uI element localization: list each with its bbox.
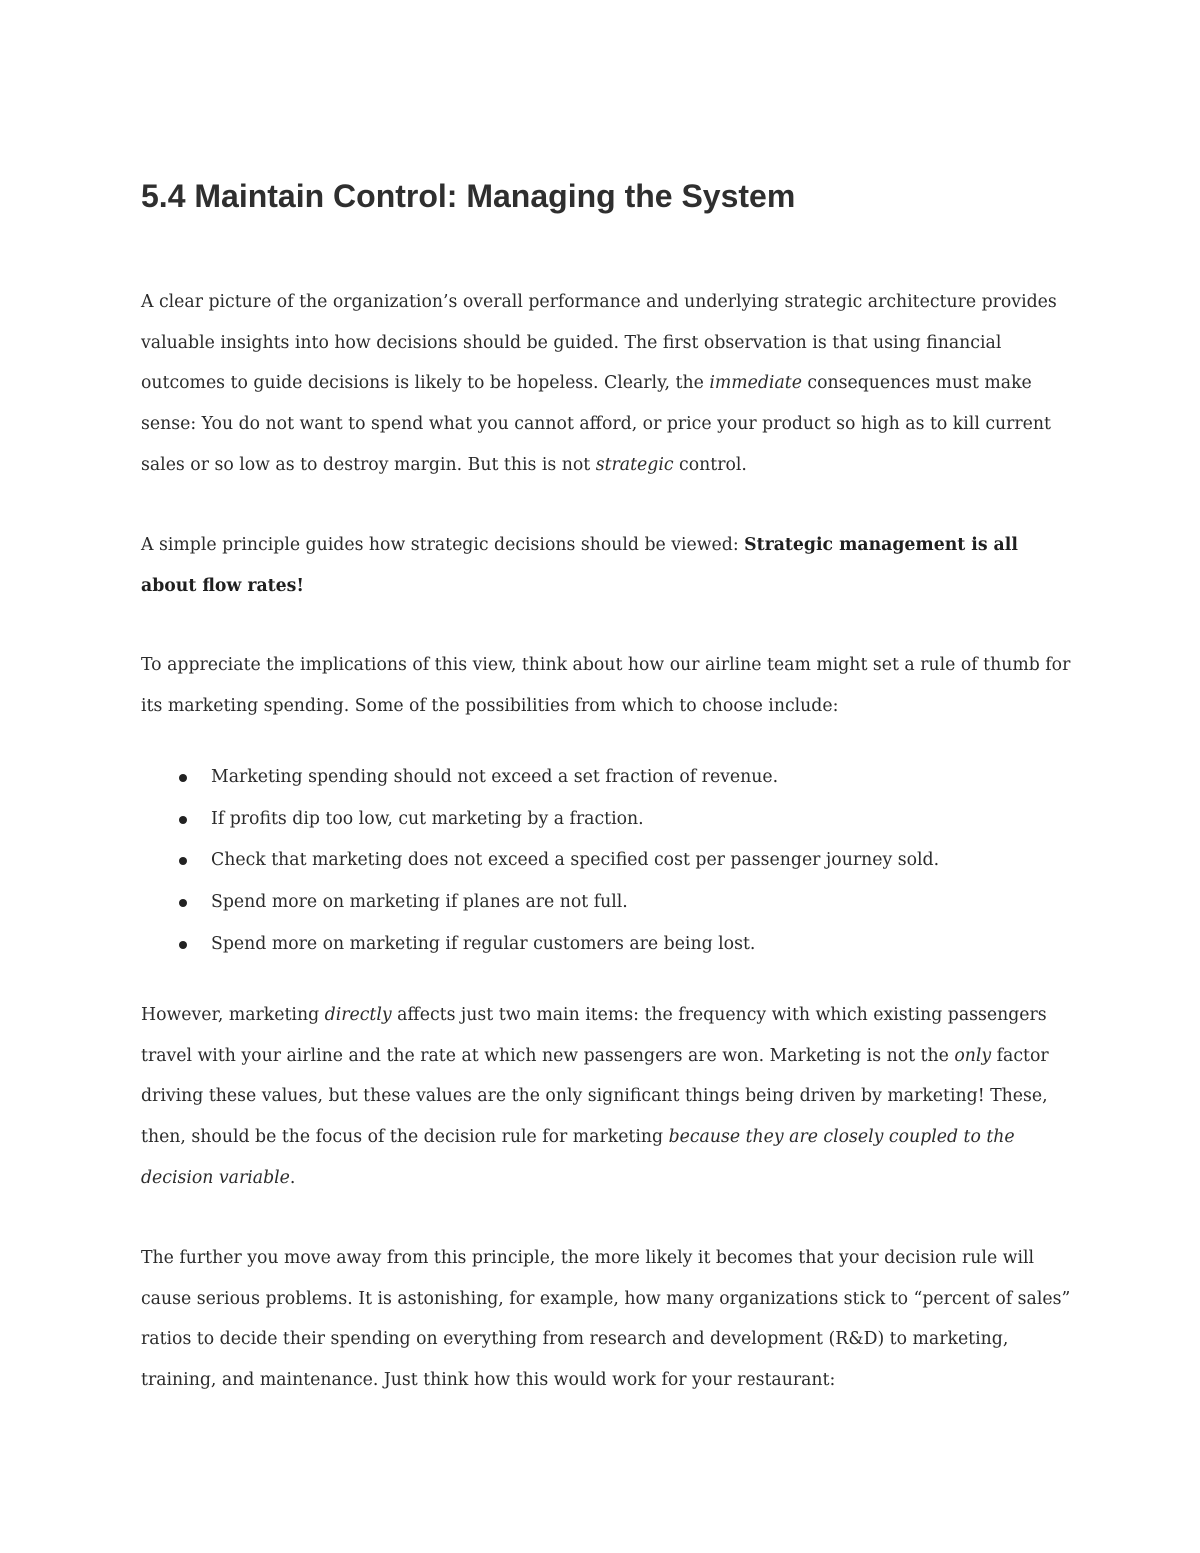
text-run: outcomes to guide decisions is likely to be hopeless. Clearly, the <box>141 373 710 394</box>
emphasis-immediate: immediate <box>709 373 802 394</box>
list-item <box>141 799 1061 841</box>
bullet-icon <box>179 816 187 824</box>
paragraph-overview <box>141 282 1061 486</box>
paragraph-further <box>141 1238 1071 1401</box>
emphasis-only: only <box>954 1045 992 1066</box>
list-item-text: Spend more on marketing if planes are not full. <box>211 892 628 913</box>
text-line: ratios to decide their spending on everything from research and development (R&D) to marketing, <box>141 1329 1009 1350</box>
text-run: affects just two main items: the frequency with which existing passengers <box>391 1005 1047 1025</box>
bullet-icon <box>179 899 187 907</box>
text-line <box>141 445 1061 486</box>
text-run: factor <box>991 1045 1049 1066</box>
text-line <box>141 363 1061 404</box>
text-run: control. <box>673 454 747 475</box>
list-item <box>141 882 1061 924</box>
list-item-text: Marketing spending should not exceed a set fraction of revenue. <box>211 767 779 787</box>
text-line: its marketing spending. Some of the possibilities from which to choose include: <box>141 695 839 716</box>
text-run: . <box>289 1167 296 1188</box>
section-heading: 5.4 Maintain Control: Managing the System <box>141 178 796 214</box>
text-line: To appreciate the implications of this view, think about how our airline team might set a rule of thumb for <box>141 655 1071 675</box>
paragraph-implications <box>141 645 1071 726</box>
text-line: A clear picture of the organization’s overall performance and underlying strategic architecture provides <box>141 292 1057 312</box>
list-item-text: Check that marketing does not exceed a specified cost per passenger journey sold. <box>211 850 940 871</box>
emphasis-directly: directly <box>324 1005 392 1025</box>
list-item <box>141 840 1061 882</box>
possibilities-list <box>141 757 1061 965</box>
text-line: sense: You do not want to spend what you cannot afford, or price your product so high as to kill current <box>141 414 1051 435</box>
text-run: consequences must make <box>801 373 1032 394</box>
list-item-text: If profits dip too low, cut marketing by a fraction. <box>211 808 644 829</box>
text-line <box>141 566 1061 607</box>
text-line <box>141 1158 1061 1199</box>
bold-principle: about flow rates! <box>141 575 304 596</box>
text-line: training, and maintenance. Just think how this would work for your restaurant: <box>141 1370 836 1391</box>
text-line <box>141 995 1061 1036</box>
text-line: driving these values, but these values are the only significant things being driven by marketing! These, <box>141 1086 1048 1107</box>
text-line <box>141 1117 1061 1158</box>
text-line: valuable insights into how decisions should be guided. The first observation is that using financial <box>141 332 1002 353</box>
text-run: then, should be the focus of the decision rule for marketing <box>141 1127 669 1148</box>
list-item <box>141 924 1061 966</box>
text-line: cause serious problems. It is astonishing, for example, how many organizations stick to “percent of sales” <box>141 1288 1071 1309</box>
bullet-icon <box>179 774 187 782</box>
text-line <box>141 525 1061 566</box>
bold-principle: Strategic management is all <box>744 535 1018 555</box>
text-line: The further you move away from this principle, the more likely it becomes that your decision rule will <box>141 1248 1035 1268</box>
text-run: travel with your airline and the rate at which new passengers are won. Marketing is not the <box>141 1045 955 1066</box>
text-run: However, marketing <box>141 1005 325 1025</box>
text-run: A simple principle guides how strategic decisions should be viewed: <box>141 535 745 555</box>
list-item <box>141 757 1061 799</box>
bullet-icon <box>179 941 187 949</box>
list-item-text: Spend more on marketing if regular customers are being lost. <box>211 933 756 954</box>
paragraph-principle <box>141 525 1061 606</box>
emphasis-strategic: strategic <box>595 454 674 475</box>
bullet-icon <box>179 857 187 865</box>
text-line <box>141 1036 1061 1077</box>
text-run: sales or so low as to destroy margin. But this is not <box>141 454 596 475</box>
paragraph-marketing-effects <box>141 995 1061 1199</box>
emphasis-coupled: because they are closely coupled to the <box>668 1127 1015 1148</box>
emphasis-decision-variable: decision variable <box>141 1167 290 1188</box>
